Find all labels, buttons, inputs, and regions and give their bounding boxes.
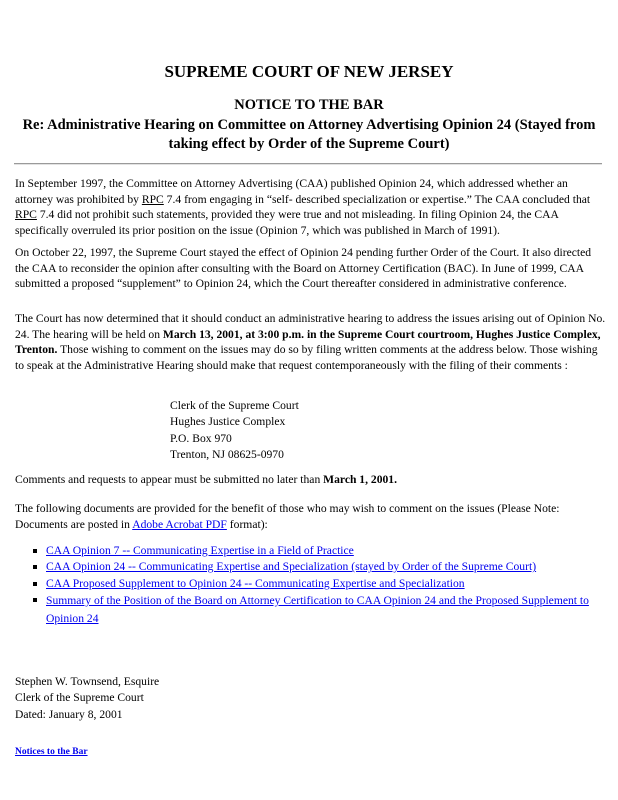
deadline-date: March 1, 2001. bbox=[323, 473, 397, 486]
signature-block bbox=[15, 674, 315, 723]
subject-heading: Re: Administrative Hearing on Committee on Attorney Advertising Opinion 24 (Stayed from taking effect by Order of the Supreme Court) bbox=[22, 117, 596, 152]
bullet-icon bbox=[33, 549, 37, 553]
list-item bbox=[33, 592, 603, 628]
paragraph-hearing: The Court has now determined that it should conduct an administrative hearing to address the issues arising out of Opinion No. 24. The hearing will be held on March 13, 2001, at 3:00 p.m. in the Supreme Court courtroom, Hughes Justice Complex, Trenton. Those wishing to comment on the issues may do so by filing written comments at the address below. Those wishing to speak at the Administrative Hearing should make that request contemporaneously with the filing of their comments : bbox=[15, 312, 606, 372]
mailing-address: Clerk of the Supreme Court Hughes Justice Complex P.O. Box 970 Trenton, NJ 08625-0970 bbox=[170, 399, 299, 461]
court-title: SUPREME COURT OF NEW JERSEY bbox=[164, 62, 454, 81]
divider-top bbox=[14, 163, 602, 165]
paragraph-stay-order: On October 22, 1997, the Supreme Court stayed the effect of Opinion 24 pending further Order of the Court. It also directed the CAA to reconsider the opinion after consulting with the Board on Attorney Certification (BAC). In June of 1999, CAA submitted a proposed “supplement” to Opinion 24, which the Court thereafter considered in administrative conference. bbox=[15, 246, 592, 290]
paragraph-opinion-24-history: In September 1997, the Committee on Attorney Advertising (CAA) published Opinion 24, which addressed whether an attorney was prohibited by RPC 7.4 from engaging in “self- described specialization or expertise.” The CAA concluded that RPC 7.4 did not prohibit such statements, provided they were true and not misleading. In filing Opinion 24, the CAA specifically overruled its prior position on the issue (Opinion 7, which was published in March of 1991). bbox=[15, 177, 591, 237]
documents-list bbox=[33, 543, 603, 628]
doc-link-opinion-7[interactable]: CAA Opinion 7 -- Communicating Expertise in a Field of Practice bbox=[46, 544, 354, 557]
rpc-reference: RPC bbox=[141, 192, 164, 206]
bullet-icon bbox=[33, 582, 37, 586]
list-item bbox=[33, 576, 603, 592]
hearing-details: March 13, 2001, at 3:00 p.m. in the Supreme Court courtroom, Hughes Justice Complex, Trenton. bbox=[15, 327, 601, 356]
bullet-icon bbox=[33, 565, 37, 569]
rpc-reference: RPC bbox=[15, 208, 37, 221]
doc-link-opinion-24[interactable]: CAA Opinion 24 -- Communicating Expertise and Specialization (stayed by Order of the Supreme Court) bbox=[46, 560, 537, 574]
signer-name: Stephen W. Townsend, Esquire bbox=[15, 675, 160, 688]
deadline-statement: Comments and requests to appear must be submitted no later than March 1, 2001. bbox=[15, 473, 397, 486]
adobe-acrobat-pdf-link[interactable]: Adobe Acrobat PDF bbox=[132, 517, 227, 531]
signature-date: Dated: January 8, 2001 bbox=[15, 707, 123, 721]
notices-to-the-bar-link[interactable]: Notices to the Bar bbox=[15, 747, 88, 757]
notice-heading: NOTICE TO THE BAR bbox=[234, 97, 384, 113]
doc-link-bac-summary[interactable]: Summary of the Position of the Board on Attorney Certification to CAA Opinion 24 and the Proposed Supplement to Opinion 24 bbox=[46, 593, 589, 625]
list-item bbox=[33, 559, 603, 575]
signer-title: Clerk of the Supreme Court bbox=[15, 691, 144, 705]
bullet-icon bbox=[33, 598, 37, 602]
doc-link-proposed-supplement[interactable]: CAA Proposed Supplement to Opinion 24 -- Communicating Expertise and Specialization bbox=[46, 576, 465, 590]
list-item bbox=[33, 543, 603, 559]
documents-intro: The following documents are provided for the benefit of those who may wish to comment on the issues (Please Note: Documents are posted in Adobe Acrobat PDF format): bbox=[15, 502, 560, 531]
